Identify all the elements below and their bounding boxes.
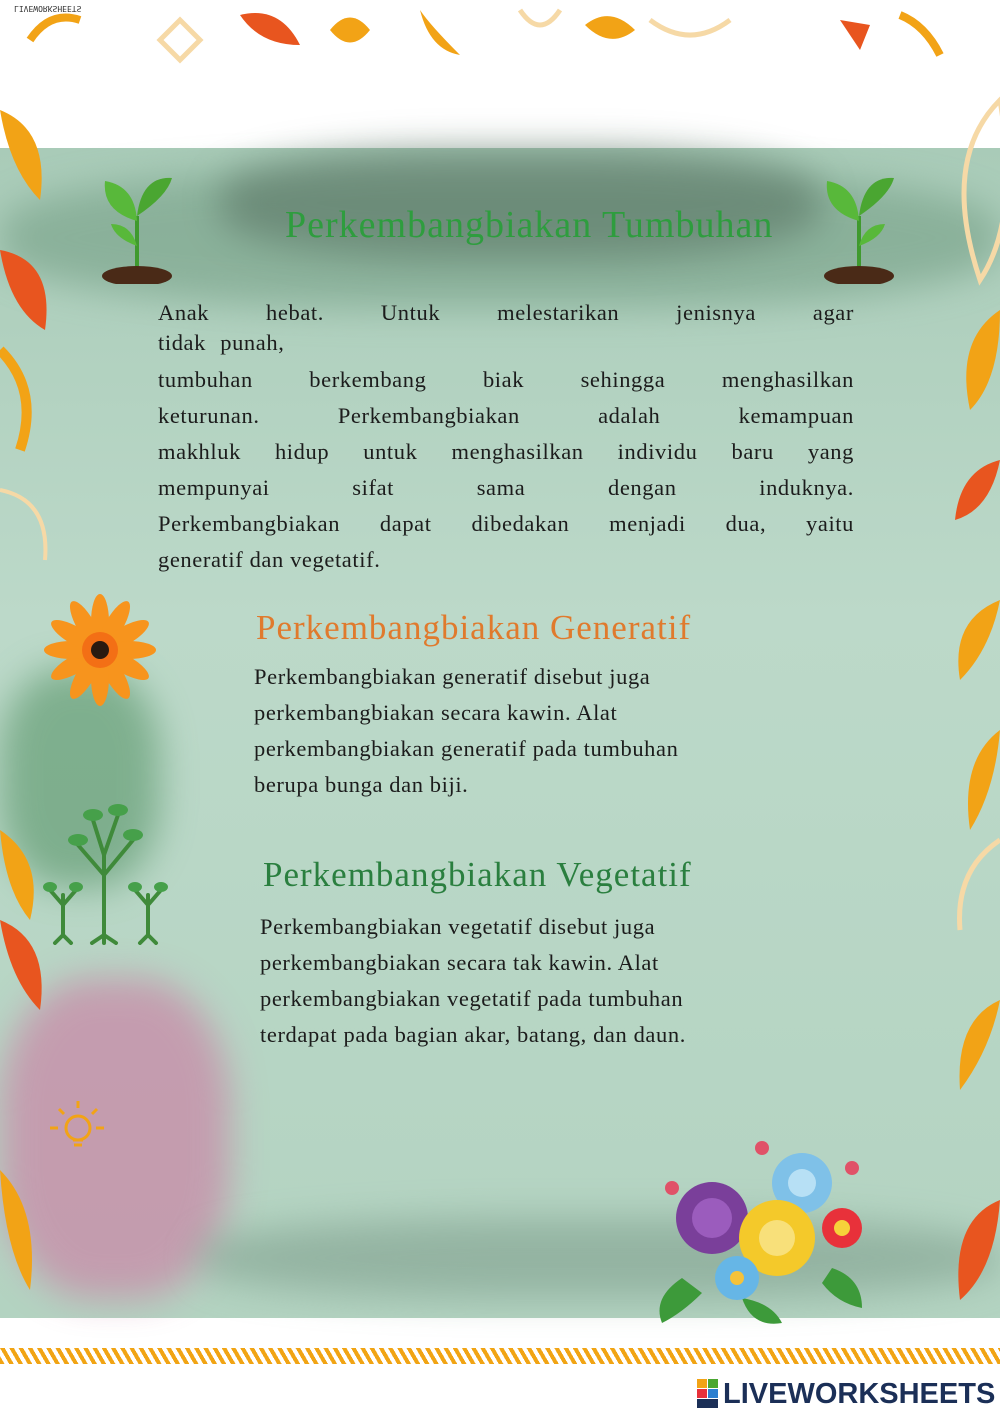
vegetatif-paragraph: [260, 909, 686, 1053]
top-leaf-decoration: [0, 0, 1000, 70]
intro-text-line: Perkembangbiakan dapat dibedakan menjadi dua, yaitu: [158, 511, 854, 536]
vegetatif-text-line: perkembangbiakan vegetatif pada tumbuhan: [260, 986, 684, 1011]
vegetatif-text-line: terdapat pada bagian akar, batang, dan daun.: [260, 1022, 686, 1047]
generatif-heading: Perkembangbiakan Generatif: [256, 608, 692, 647]
generatif-paragraph: [254, 659, 678, 803]
right-leaf-decoration: [940, 80, 1000, 1350]
intro-line-1: Anak hebat. Untuk melestarikan jenisnya agar: [158, 300, 854, 325]
logo-text: LIVEWORKSHEETS: [723, 1377, 996, 1410]
vegetatif-text-line: Perkembangbiakan vegetatif disebut juga: [260, 914, 656, 939]
page-title: Perkembangbiakan Tumbuhan: [285, 204, 774, 246]
liveworksheets-logo: [697, 1376, 995, 1412]
intro-text-line: tumbuhan berkembang biak sehingga menghasilkan: [158, 367, 854, 392]
generatif-text-line: berupa bunga dan biji.: [254, 772, 469, 797]
footer-stripe: [0, 1348, 1000, 1364]
intro-text-line: keturunan. Perkembangbiakan adalah kemampuan: [158, 403, 854, 428]
vegetatif-text-line: perkembangbiakan secara tak kawin. Alat: [260, 950, 659, 975]
tree-icon: [38, 795, 170, 945]
sprout-icon-left: [100, 176, 175, 284]
generatif-text-line: perkembangbiakan secara kawin. Alat: [254, 700, 618, 725]
watermark: LIVEWORKSHEETS: [14, 4, 82, 13]
vegetatif-heading: Perkembangbiakan Vegetatif: [263, 855, 692, 894]
intro-paragraph: [158, 362, 854, 578]
generatif-text-line: Perkembangbiakan generatif disebut juga: [254, 664, 651, 689]
lightbulb-icon: [48, 1100, 118, 1160]
sunflower-icon: [40, 590, 160, 710]
generatif-text-line: perkembangbiakan generatif pada tumbuhan: [254, 736, 679, 761]
intro-text-line: makhluk hidup untuk menghasilkan individu baru yang: [158, 439, 854, 464]
sprout-icon-right: [822, 176, 897, 284]
flower-bouquet-icon: [652, 1128, 872, 1328]
intro-text-line: mempunyai sifat sama dengan induknya.: [158, 475, 854, 500]
logo-blocks-icon: [697, 1379, 719, 1409]
intro-text-line: generatif dan vegetatif.: [158, 547, 381, 572]
intro-line-2: tidak punah,: [158, 330, 285, 355]
